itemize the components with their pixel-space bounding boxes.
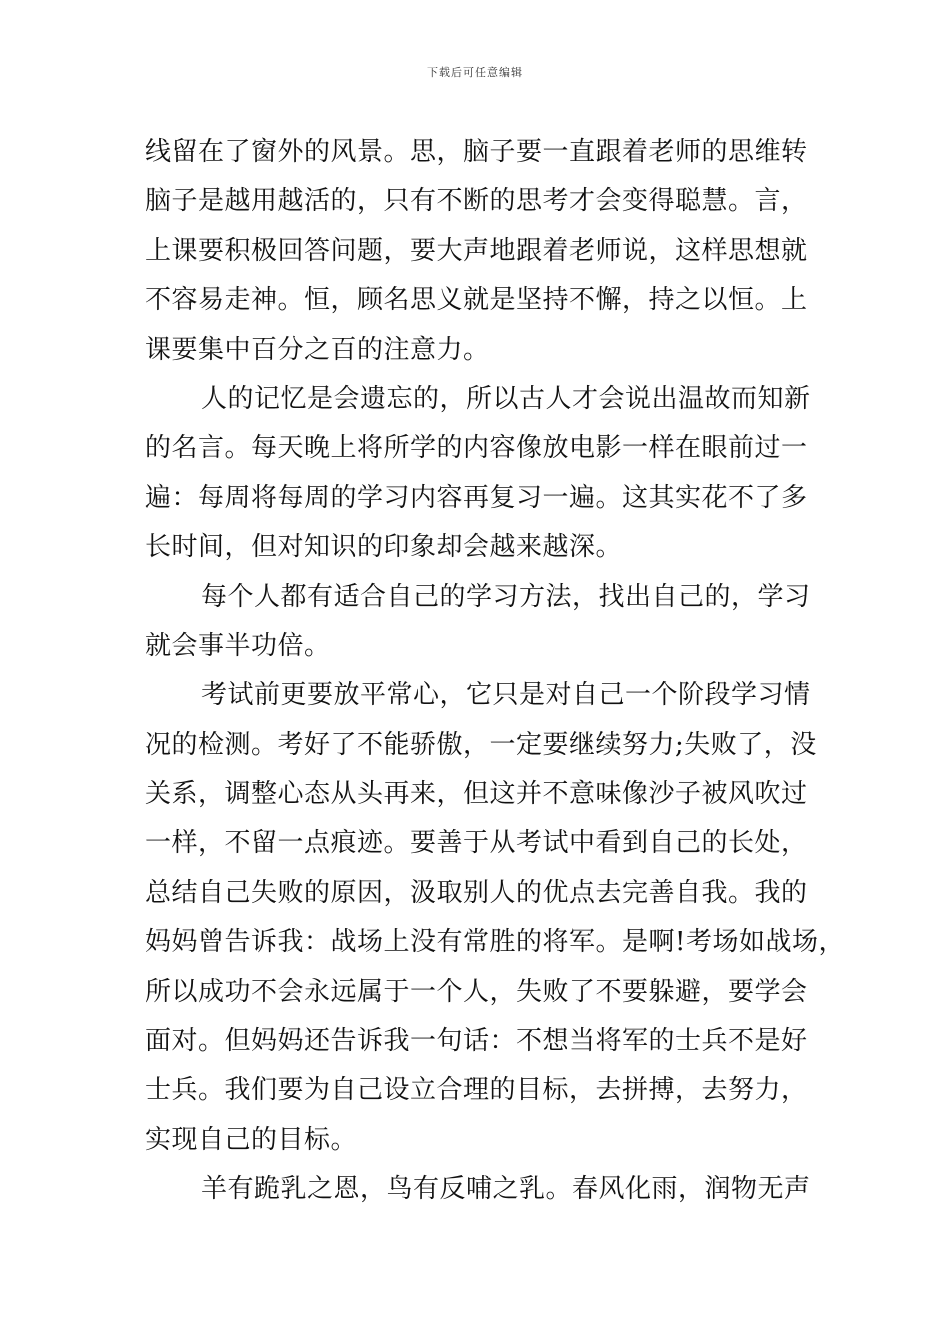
text-line: 所以成功不会永远属于一个人，失败了不要躲避，要学会	[145, 976, 808, 1007]
page-header: 下载后可任意编辑	[427, 66, 523, 79]
text-line: 一样，不留一点痕迹。要善于从考试中看到自己的长处，	[145, 828, 808, 859]
body-text	[145, 128, 845, 1215]
text-line: 总结自己失败的原因，汲取别人的优点去完善自我。我的	[145, 877, 808, 908]
text-line: 妈妈曾告诉我：战场上没有常胜的将军。是啊!考场如战场，	[145, 927, 845, 958]
paragraph-first-line: 羊有跪乳之恩，鸟有反哺之乳。春风化雨，润物无声	[201, 1174, 811, 1205]
text-line: 线留在了窗外的风景。思，脑子要一直跟着老师的思维转	[145, 137, 808, 167]
paragraph-first-line: 人的记忆是会遗忘的，所以古人才会说出温故而知新	[201, 383, 811, 414]
text-line: 遍：每周将每周的学习内容再复习一遍。这其实花不了多	[145, 482, 808, 513]
text-line: 课要集中百分之百的注意力。	[145, 334, 490, 365]
paragraph-first-line: 考试前更要放平常心，它只是对自己一个阶段学习情	[201, 680, 811, 711]
text-line: 长时间，但对知识的印象却会越来越深。	[145, 532, 623, 563]
text-line: 士兵。我们要为自己设立合理的目标，去拼搏，去努力，	[145, 1075, 808, 1106]
text-line: 不容易走神。恒，顾名思义就是坚持不懈，持之以恒。上	[145, 285, 808, 316]
paragraph-first-line: 每个人都有适合自己的学习方法，找出自己的，学习	[201, 581, 811, 612]
text-line: 实现自己的目标。	[145, 1124, 358, 1155]
text-line: 关系，调整心态从头再来，但这并不意味像沙子被风吹过	[145, 779, 808, 810]
text-line: 的名言。每天晚上将所学的内容像放电影一样在眼前过一	[145, 433, 808, 464]
text-line: 脑子是越用越活的，只有不断的思考才会变得聪慧。言，	[145, 186, 808, 217]
text-line: 上课要积极回答问题，要大声地跟着老师说，这样思想就	[145, 235, 808, 266]
text-line: 面对。但妈妈还告诉我一句话：不想当将军的士兵不是好	[145, 1026, 808, 1057]
text-line: 就会事半功倍。	[145, 630, 331, 661]
text-line: 况的检测。考好了不能骄傲，一定要继续努力;失败了，没	[145, 729, 817, 760]
